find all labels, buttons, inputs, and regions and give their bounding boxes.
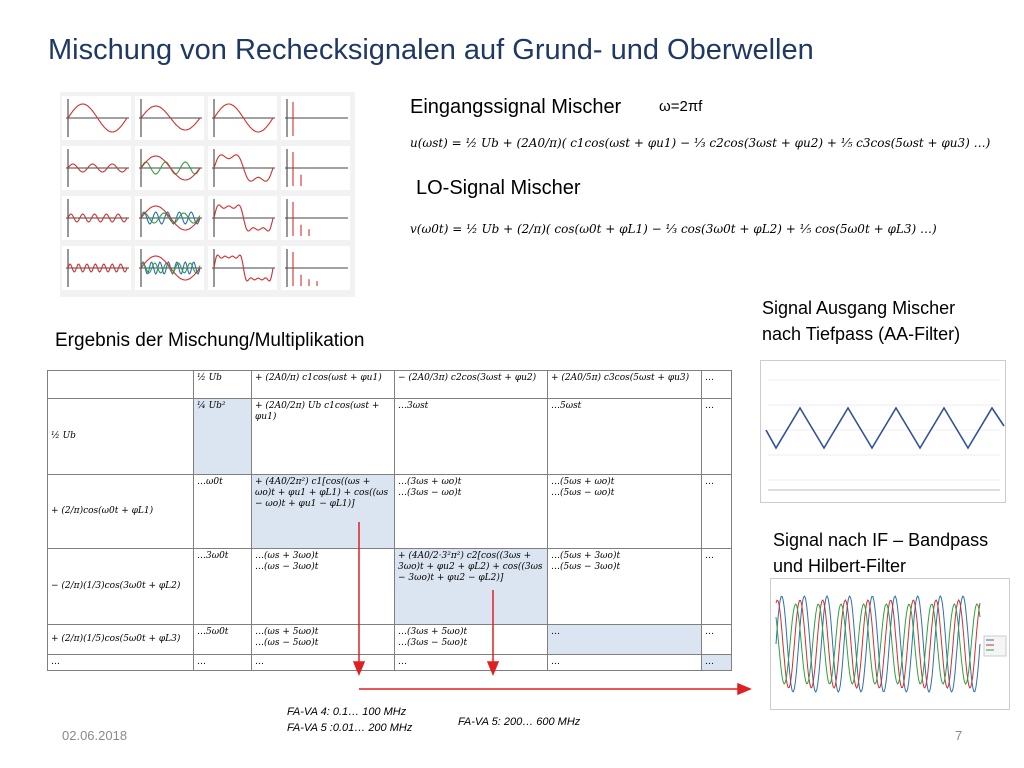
- if-signal-label: [773, 527, 988, 579]
- table-cell: …(ωs + 3ωo)t …(ωs − 3ωo)t: [252, 549, 395, 625]
- table-cell: …(5ωs + 3ωo)t …(5ωs − 3ωo)t: [548, 549, 702, 625]
- lo-signal-formula: v(ω0t) = ½ Ub + (2/π)( cos(ω0t + φL1) − ⅓ cos(3ω0t + φL2) + ⅕ cos(5ω0t + φL3) …): [410, 222, 937, 236]
- table-cell: …: [252, 655, 395, 671]
- table-cell: − (2/π)(1/3)cos(3ω0t + φL2): [48, 549, 194, 625]
- harmonic-cell: [62, 96, 131, 140]
- table-cell: …: [702, 371, 732, 399]
- table-cell: + (4A0/2π²) c1[cos((ωs + ωo)t + φu1 + φL1) + cos((ωs − ωo)t + φu1 − φL1)]: [252, 475, 395, 549]
- table-cell: …: [702, 655, 732, 671]
- harmonics-thumbnail-grid: [60, 92, 355, 297]
- fava5-range-text: FA-VA 5 :0.01… 200 MHz: [287, 722, 413, 734]
- table-cell: …(3ωs + 5ωo)t …(3ωs − 5ωo)t: [395, 625, 548, 655]
- omega-note: ω=2πf: [659, 98, 703, 115]
- harmonic-cell: [208, 196, 277, 240]
- harmonic-cell: [281, 96, 350, 140]
- output-signal-label: [762, 295, 960, 347]
- table-cell: + (2A0/2π) Ub c1cos(ωst + φu1): [252, 399, 395, 475]
- table-cell: …3ωst: [395, 399, 548, 475]
- table-cell: + (2/π)cos(ω0t + φL1): [48, 475, 194, 549]
- lo-signal-label: LO-Signal Mischer: [416, 177, 581, 199]
- table-cell: …3ω0t: [194, 549, 252, 625]
- slide-title: Mischung von Rechecksignalen auf Grund- und Oberwellen: [48, 34, 814, 66]
- triangle-wave-plot: [760, 360, 1006, 503]
- table-cell: + (4A0/2·3²π²) c2[cos((3ωs + 3ωo)t + φu2 + φL2) + cos((3ωs − 3ωo)t + φu2 − φL2)]: [395, 549, 548, 625]
- fava4-text: FA-VA 4: 0.1… 100 MHz: [287, 706, 407, 718]
- fava-annotation-left: [287, 704, 412, 736]
- table-cell: ½ Ub: [48, 399, 194, 475]
- page-number: 7: [955, 728, 963, 743]
- harmonic-cell: [208, 246, 277, 290]
- table-cell: [48, 371, 194, 399]
- table-cell: …(3ωs + ωo)t …(3ωs − ωo)t: [395, 475, 548, 549]
- table-cell: …(5ωs + ωo)t …(5ωs − ωo)t: [548, 475, 702, 549]
- table-cell: …: [548, 655, 702, 671]
- band-arrows: [340, 520, 760, 700]
- table-cell: …: [395, 655, 548, 671]
- table-cell: ½ Ub: [194, 371, 252, 399]
- table-cell: …(ωs + 5ωo)t …(ωs − 5ωo)t: [252, 625, 395, 655]
- fava5-high-text: FA-VA 5: 200… 600 MHz: [458, 716, 581, 728]
- table-cell: + (2A0/π) c1cos(ωst + φu1): [252, 371, 395, 399]
- harmonic-cell: [62, 246, 131, 290]
- harmonic-cell: [281, 246, 350, 290]
- table-cell: …: [702, 399, 732, 475]
- harmonic-cell: [281, 196, 350, 240]
- harmonic-cell: [135, 96, 204, 140]
- footer-date: 02.06.2018: [62, 728, 128, 743]
- harmonic-cell: [281, 146, 350, 190]
- table-cell: …: [194, 655, 252, 671]
- harmonic-cell: [135, 146, 204, 190]
- table-header-row: [48, 371, 732, 399]
- table-cell: …: [702, 625, 732, 655]
- harmonic-cell: [208, 96, 277, 140]
- input-signal-formula: u(ωst) = ½ Ub + (2A0/π)( c1cos(ωst + φu1) − ⅓ c2cos(3ωst + φu2) + ⅕ c3cos(5ωst + φu3) …): [410, 136, 991, 150]
- output-label-line-1: Signal Ausgang Mischer: [762, 298, 956, 318]
- harmonic-cell: [135, 196, 204, 240]
- table-cell: …5ωst: [548, 399, 702, 475]
- table-cell: …: [702, 549, 732, 625]
- table-cell: …: [548, 625, 702, 655]
- table-cell: + (2A0/5π) c3cos(5ωst + φu3): [548, 371, 702, 399]
- table-cell: + (2/π)(1/5)cos(5ω0t + φL3): [48, 625, 194, 655]
- table-cell: …: [48, 655, 194, 671]
- table-cell: − (2A0/3π) c2cos(3ωst + φu2): [395, 371, 548, 399]
- table-cell: …5ω0t: [194, 625, 252, 655]
- result-label: Ergebnis der Mischung/Multiplikation: [55, 330, 365, 351]
- if-plot-legend: [984, 636, 1006, 656]
- if-label-line-2: und Hilbert-Filter: [773, 556, 907, 576]
- table-cell: …: [702, 475, 732, 549]
- harmonic-cell: [135, 246, 204, 290]
- table-cell: …ω0t: [194, 475, 252, 549]
- if-label-line-1: Signal nach IF – Bandpass: [773, 530, 989, 550]
- table-row: [48, 399, 732, 475]
- if-hilbert-plot: [770, 578, 1010, 710]
- input-signal-label: Eingangssignal Mischer: [410, 96, 622, 118]
- harmonic-cell: [62, 196, 131, 240]
- harmonic-cell: [208, 146, 277, 190]
- table-cell: ¼ Ub²: [194, 399, 252, 475]
- output-label-line-2: nach Tiefpass (AA-Filter): [762, 324, 961, 344]
- harmonic-cell: [62, 146, 131, 190]
